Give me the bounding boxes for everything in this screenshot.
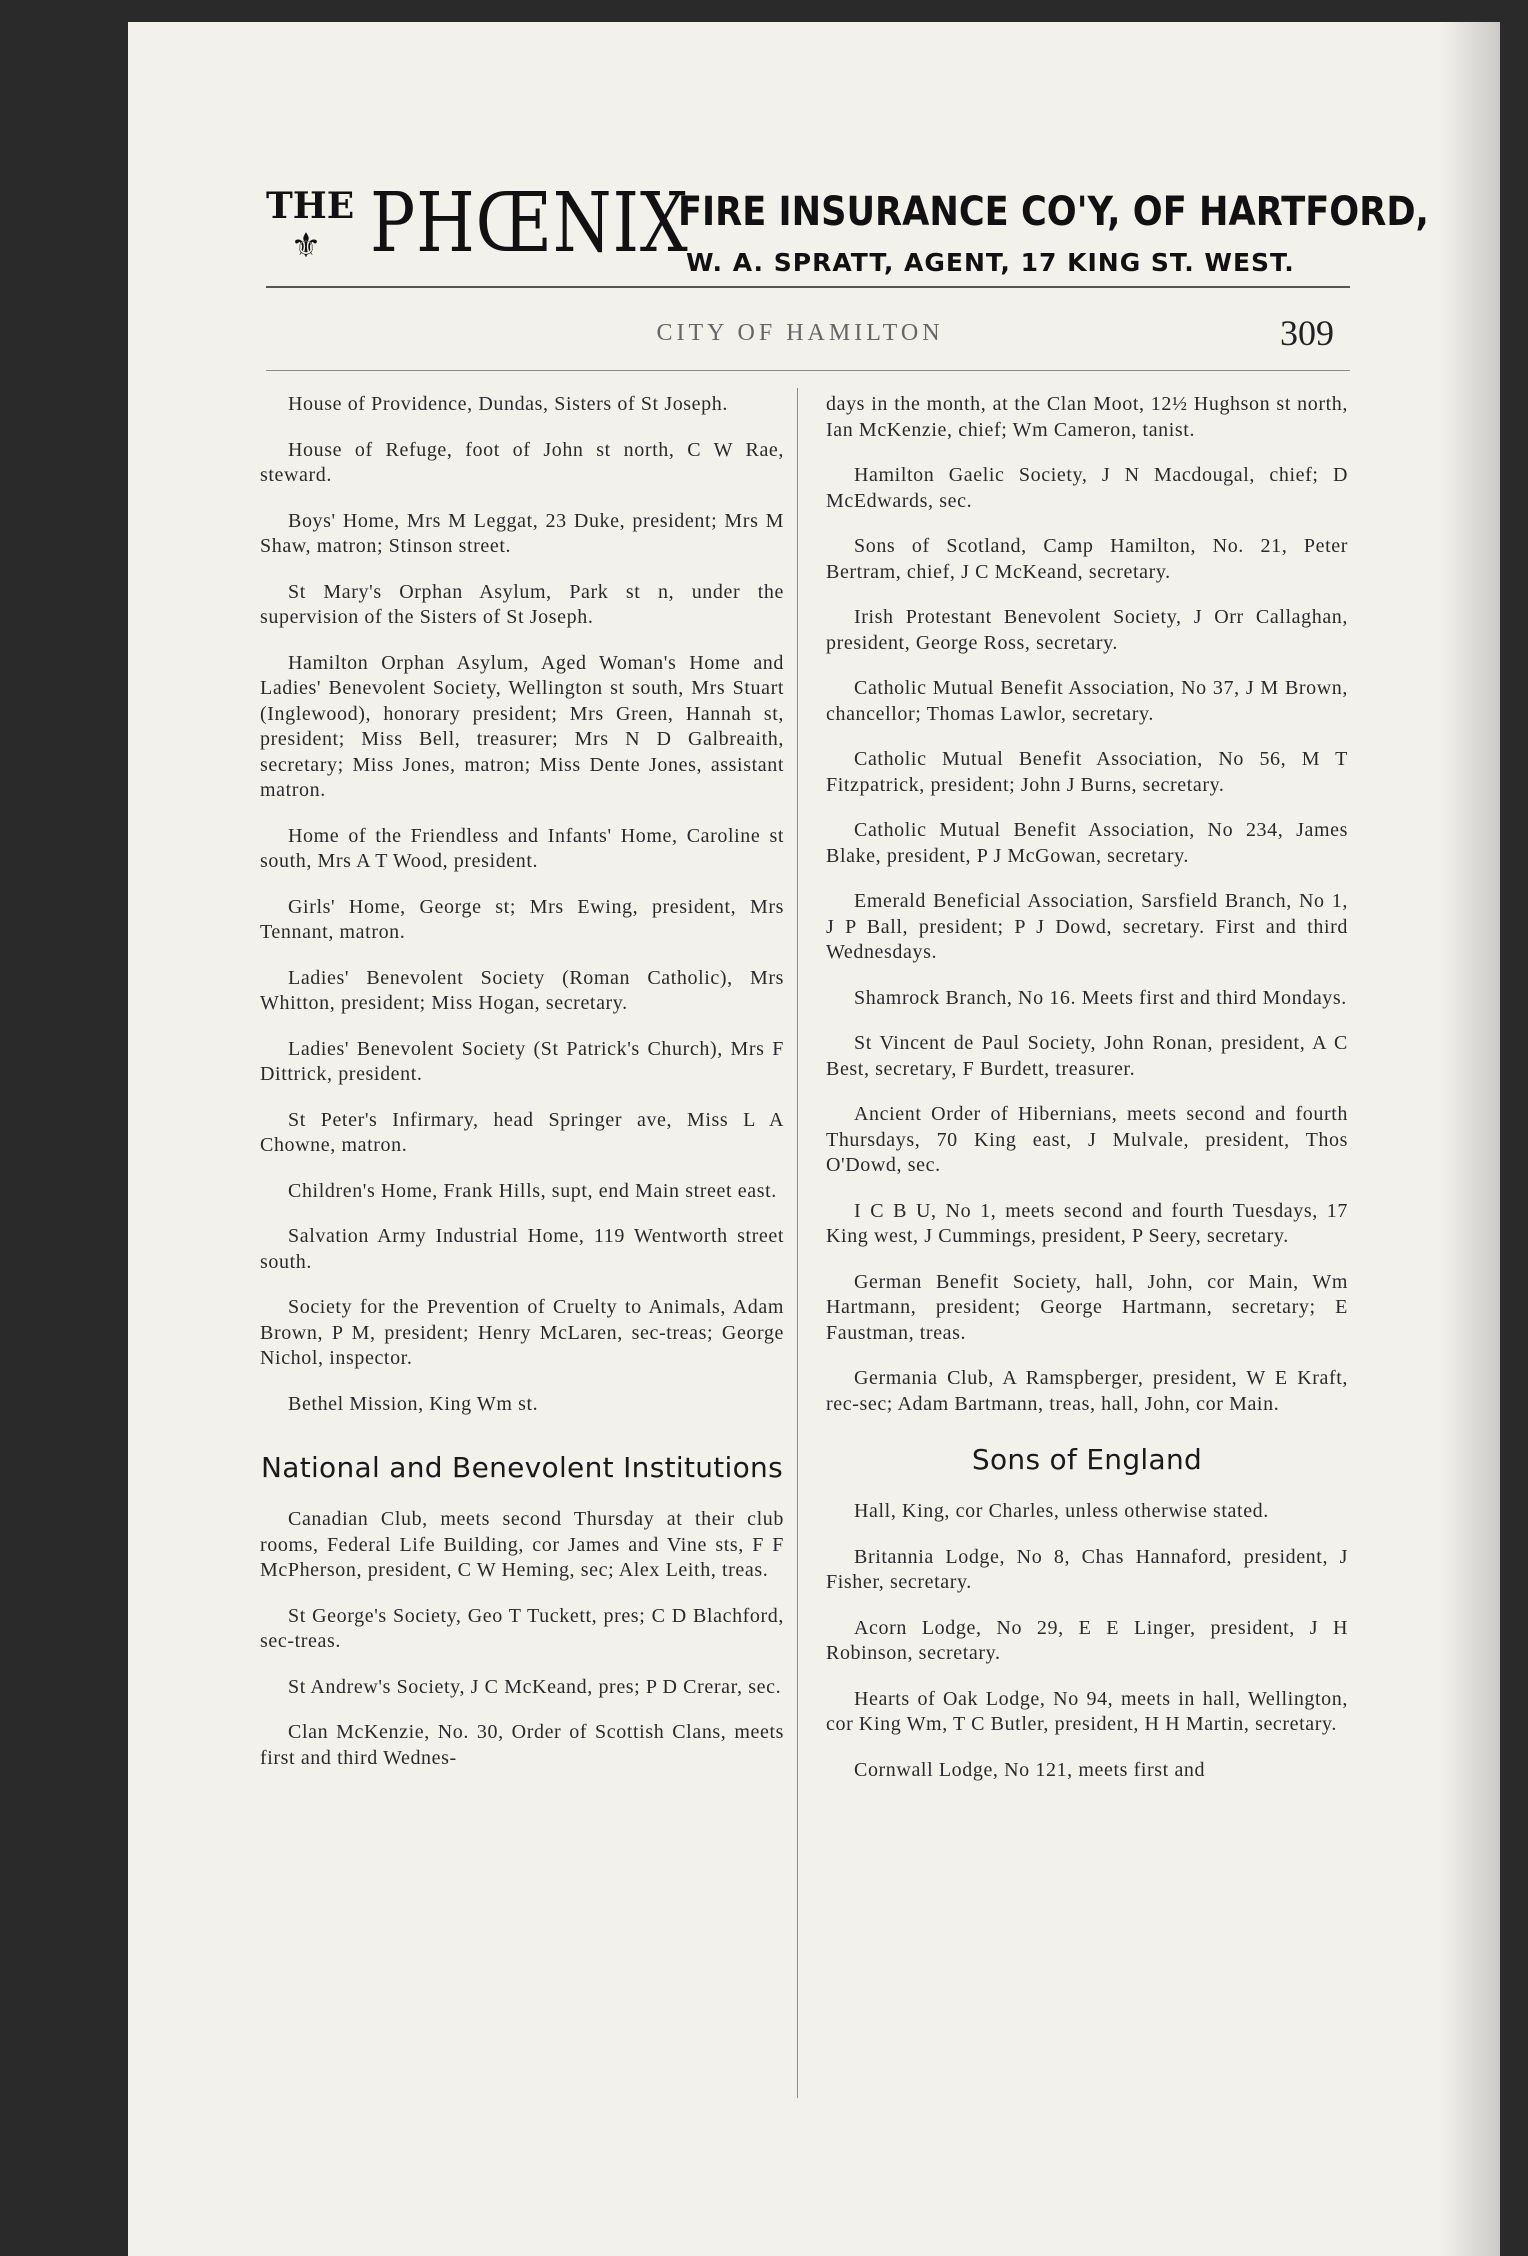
page-number: 309: [1280, 313, 1334, 353]
title-rule: [266, 370, 1350, 371]
directory-entry: Ladies' Benevolent Society (St Patrick's Church), Mrs F Dittrick, president.: [260, 1037, 784, 1085]
directory-entry: Cornwall Lodge, No 121, meets first and: [854, 1758, 1206, 1781]
column-divider: [797, 388, 798, 2098]
directory-entry: Catholic Mutual Benefit Association, No 56, M T Fitzpatrick, president; John J Burns, secretary.: [826, 748, 1348, 796]
directory-entry: Hamilton Orphan Asylum, Aged Woman's Home and Ladies' Benevolent Society, Wellington st south, Mrs Stuart (Inglewood), honorary president; Mrs Green, Hannah st, president; Miss Bell, treasurer; Mrs N D Galbreaith, secretary; Miss Jones, matron; Miss Dente Jones, assistant matron.: [260, 651, 784, 801]
the-label: THE: [266, 185, 355, 227]
directory-entry: Catholic Mutual Benefit Association, No 234, James Blake, president, P J McGowan, secretary.: [826, 819, 1348, 867]
company-line: FIRE INSURANCE CO'Y, OF HARTFORD,: [678, 189, 1429, 235]
directory-entry: Girls' Home, George st; Mrs Ewing, president, Mrs Tennant, matron.: [260, 895, 784, 943]
directory-entry: Shamrock Branch, No 16. Meets first and third Mondays.: [854, 986, 1347, 1009]
continuation-entry: days in the month, at the Clan Moot, 12½ Hughson st north, Ian McKenzie, chief; Wm Cameron, tanist.: [826, 393, 1348, 441]
section-heading-sons-of-england: Sons of England: [971, 1443, 1203, 1476]
right-entries-a: [826, 463, 1348, 1417]
directory-entry: Home of the Friendless and Infants' Home, Caroline st south, Mrs A T Wood, president.: [260, 824, 784, 872]
directory-entry: Clan McKenzie, No. 30, Order of Scottish Clans, meets first and third Wednes-: [260, 1721, 784, 1769]
directory-entry: I C B U, No 1, meets second and fourth Tuesdays, 17 King west, J Cummings, president, P Seery, secretary.: [826, 1199, 1348, 1247]
left-entries-b: [260, 1507, 784, 1771]
directory-entry: Salvation Army Industrial Home, 119 Wentworth street south.: [260, 1225, 784, 1273]
right-column: [826, 392, 1348, 1803]
directory-entry: Hearts of Oak Lodge, No 94, meets in hall, Wellington, cor King Wm, T C Butler, president, H H Martin, secretary.: [826, 1687, 1348, 1735]
directory-entry: Hamilton Gaelic Society, J N Macdougal, chief; D McEdwards, sec.: [826, 464, 1348, 512]
directory-entry: Society for the Prevention of Cruelty to Animals, Adam Brown, P M, president; Henry McLaren, sec-treas; George Nichol, inspector.: [260, 1296, 784, 1369]
directory-entry: Hall, King, cor Charles, unless otherwise stated.: [854, 1500, 1269, 1522]
directory-entry: St George's Society, Geo T Tuckett, pres; C D Blachford, sec-treas.: [260, 1604, 784, 1652]
left-column: [260, 392, 784, 1791]
running-title: CITY OF HAMILTON: [656, 320, 944, 346]
directory-entry: Ancient Order of Hibernians, meets second and fourth Thursdays, 70 King east, J Mulvale, president, Thos O'Dowd, sec.: [826, 1103, 1348, 1176]
directory-entry: German Benefit Society, hall, John, cor Main, Wm Hartmann, president; George Hartmann, secretary; E Faustman, treas.: [826, 1270, 1348, 1344]
left-entries-a: [260, 392, 784, 1417]
section-heading-national: National and Benevolent Institutions: [261, 1451, 783, 1484]
right-entries-b: [826, 1499, 1348, 1783]
directory-entry: St Vincent de Paul Society, John Ronan, president, A C Best, secretary, F Burdett, treasurer.: [826, 1032, 1348, 1080]
directory-entry: Bethel Mission, King Wm st.: [288, 1392, 539, 1415]
directory-entry: St Andrew's Society, J C McKeand, pres; P D Crerar, sec.: [288, 1675, 782, 1698]
directory-entry: Children's Home, Frank Hills, supt, end Main street east.: [288, 1179, 777, 1202]
directory-entry: Boys' Home, Mrs M Leggat, 23 Duke, president; Mrs M Shaw, matron; Stinson street.: [260, 509, 784, 557]
directory-entry: Sons of Scotland, Camp Hamilton, No. 21, Peter Bertram, chief, J C McKeand, secretary.: [826, 535, 1348, 583]
directory-entry: Acorn Lodge, No 29, E E Linger, president, J H Robinson, secretary.: [826, 1616, 1348, 1664]
agent-line: W. A. SPRATT, AGENT, 17 KING ST. WEST.: [686, 248, 1295, 277]
directory-entry: Emerald Beneficial Association, Sarsfield Branch, No 1, J P Ball, president; P J Dowd, secretary. First and third Wednesdays.: [826, 890, 1348, 963]
brand-name: PHŒNIX: [370, 176, 689, 271]
fleur-de-lis-icon: ⚜: [290, 228, 322, 265]
directory-entry: Britannia Lodge, No 8, Chas Hannaford, president, J Fisher, secretary.: [826, 1545, 1348, 1593]
directory-entry: Ladies' Benevolent Society (Roman Catholic), Mrs Whitton, president; Miss Hogan, secretary.: [260, 966, 784, 1014]
directory-entry: St Peter's Infirmary, head Springer ave, Miss L A Chowne, matron.: [260, 1108, 784, 1156]
directory-entry: Irish Protestant Benevolent Society, J Orr Callaghan, president, George Ross, secretary.: [826, 606, 1348, 654]
directory-entry: House of Providence, Dundas, Sisters of St Joseph.: [288, 393, 728, 415]
directory-entry: Canadian Club, meets second Thursday at their club rooms, Federal Life Building, cor James and Vine sts, F F McPherson, president, C W Heming, sec; Alex Leith, treas.: [260, 1508, 784, 1581]
directory-entry: St Mary's Orphan Asylum, Park st n, under the supervision of the Sisters of St Joseph.: [260, 580, 784, 628]
advertisement-header: [266, 176, 1429, 288]
directory-entry: Catholic Mutual Benefit Association, No 37, J M Brown, chancellor; Thomas Lawlor, secretary.: [826, 677, 1348, 725]
directory-entry: Germania Club, A Ramspberger, president, W E Kraft, rec-sec; Adam Bartmann, treas, hall, John, cor Main.: [826, 1367, 1348, 1415]
directory-entry: House of Refuge, foot of John st north, C W Rae, steward.: [260, 438, 784, 486]
header-rule: [266, 286, 1350, 288]
